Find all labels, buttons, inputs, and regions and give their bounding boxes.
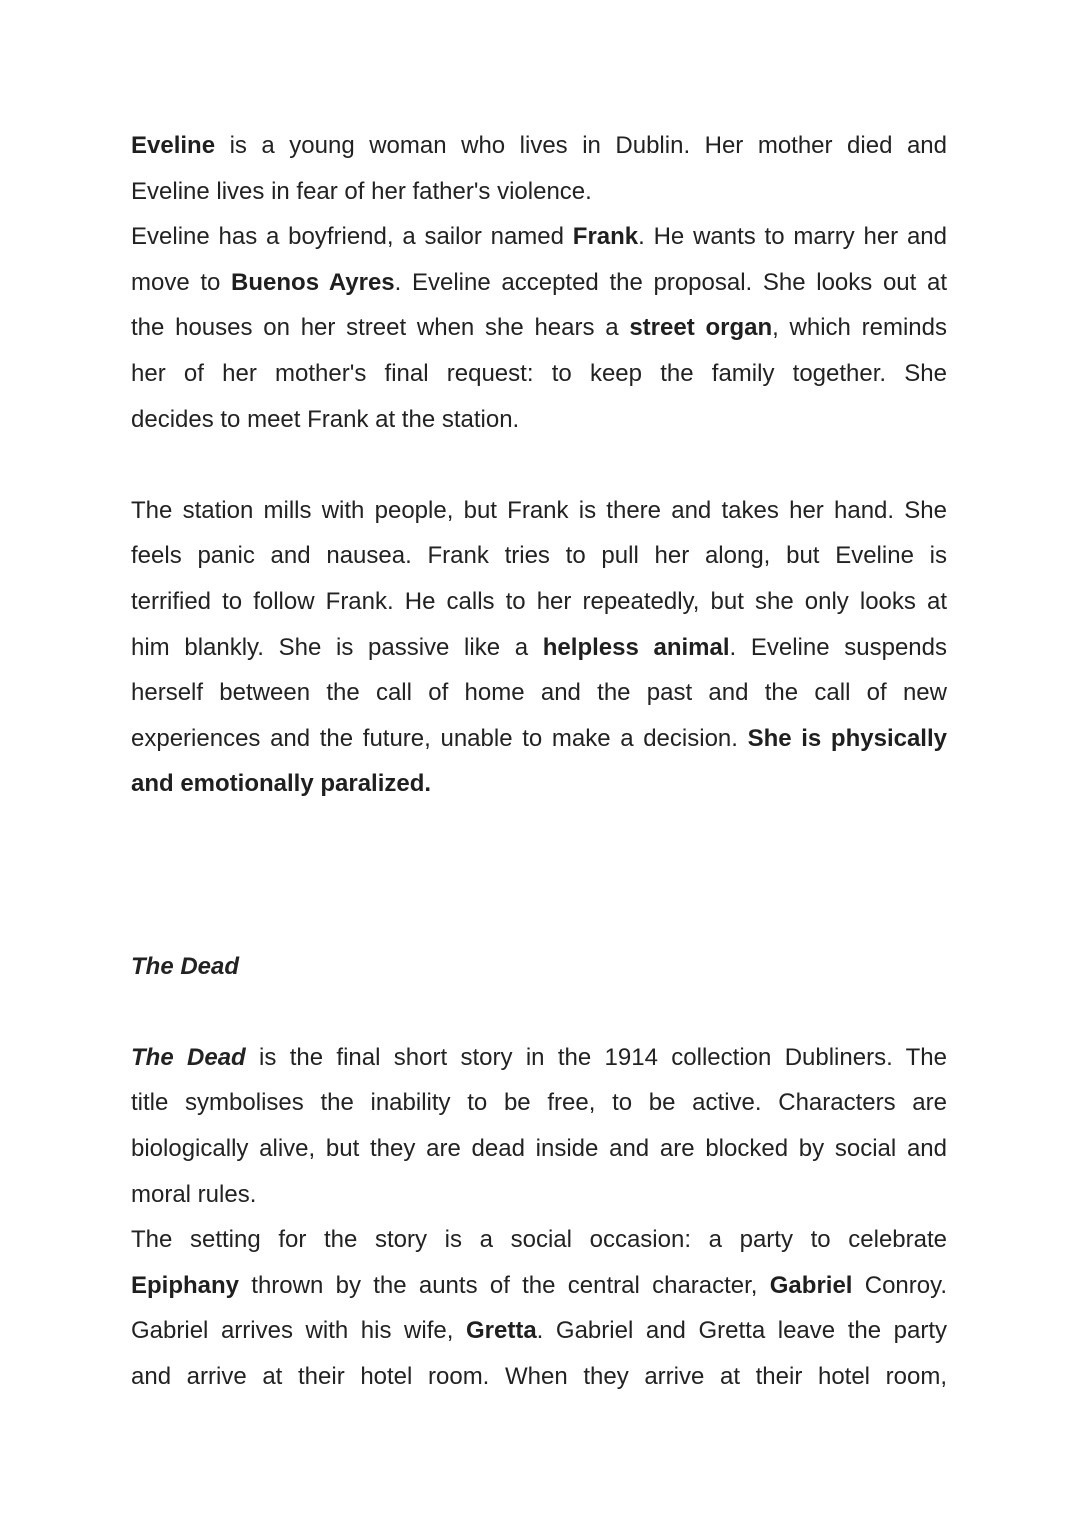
the-dead-paragraph-1 — [131, 1035, 947, 1217]
text-span: , which reminds — [772, 314, 947, 342]
text-line: terrified to follow Frank. He calls to her repeatedly, but she only looks at — [131, 587, 947, 615]
the-dead-paragraph-2 — [131, 1217, 947, 1399]
eveline-paragraph-2 — [131, 214, 947, 442]
text-line: feels panic and nausea. Frank tries to pull her along, but Eveline is — [131, 542, 947, 570]
text-line: decides to meet Frank at the station. — [131, 405, 520, 433]
text-line: The station mills with people, but Frank is there and takes her hand. She — [131, 496, 947, 524]
bold-term: She is physically — [747, 724, 947, 752]
section-heading: The Dead — [131, 952, 240, 980]
text-line — [131, 305, 947, 351]
text-span: . Eveline accepted the proposal. She looks out at — [394, 268, 947, 296]
section-spacer — [131, 807, 947, 944]
text-line: herself between the call of home and the past and the call of new — [131, 679, 947, 707]
text-line: moral rules. — [131, 1180, 257, 1208]
bold-term: Eveline — [131, 132, 216, 159]
text-span: him blankly. She is passive like a — [131, 633, 543, 661]
text-line: title symbolises the inability to be free, to be active. Characters are — [131, 1089, 947, 1117]
text-line — [131, 1263, 947, 1309]
eveline-paragraph-1 — [131, 123, 947, 214]
bold-term: helpless animal — [542, 633, 730, 661]
text-line: The setting for the story is a social occasion: a party to celebrate — [131, 1226, 947, 1254]
bold-term: Gabriel — [769, 1271, 853, 1299]
text-span: Eveline has a boyfriend, a sailor named — [131, 223, 573, 251]
text-line — [131, 260, 947, 306]
bold-term: Frank — [572, 223, 639, 251]
paragraph-spacer — [131, 989, 947, 1035]
text-line — [131, 1035, 947, 1081]
text-line: her of her mother's final request: to keep the family together. She — [131, 359, 947, 387]
text-line: biologically alive, but they are dead inside and are blocked by social and — [131, 1135, 947, 1163]
text-span: . He wants to marry her and — [638, 223, 947, 251]
text-line — [131, 716, 947, 762]
text-line — [131, 761, 947, 807]
text-span: move to — [131, 268, 232, 296]
text-span: experiences and the future, unable to make a decision. — [131, 724, 748, 752]
bold-term: Epiphany — [131, 1271, 240, 1299]
eveline-paragraph-3 — [131, 488, 947, 807]
bold-term: Gretta — [465, 1317, 537, 1345]
text-line — [131, 625, 947, 671]
text-line — [131, 123, 947, 169]
text-line — [131, 1308, 947, 1354]
text-span: . Eveline suspends — [729, 633, 948, 661]
text-span: is the final short story in the 1914 collection Dubliners. The — [245, 1043, 947, 1071]
text-span: is a young woman who lives in Dublin. Her mother died and — [215, 132, 947, 159]
document-page — [131, 123, 947, 1400]
text-span: the houses on her street when she hears a — [131, 314, 630, 342]
bold-italic-title: The Dead — [131, 1043, 246, 1071]
bold-term: Buenos Ayres — [231, 268, 395, 296]
text-span: Conroy. — [852, 1271, 947, 1299]
text-span: thrown by the aunts of the central character, — [239, 1271, 770, 1299]
bold-term: and emotionally paralized. — [131, 770, 432, 798]
text-span: . Gabriel and Gretta leave the party — [536, 1317, 947, 1345]
text-line: and arrive at their hotel room. When they arrive at their hotel room, — [131, 1363, 947, 1391]
paragraph-spacer — [131, 442, 947, 488]
text-line: Eveline lives in fear of her father's violence. — [131, 177, 592, 205]
text-line — [131, 214, 947, 260]
bold-term: street organ — [629, 314, 773, 342]
text-span: Gabriel arrives with his wife, — [131, 1317, 466, 1345]
